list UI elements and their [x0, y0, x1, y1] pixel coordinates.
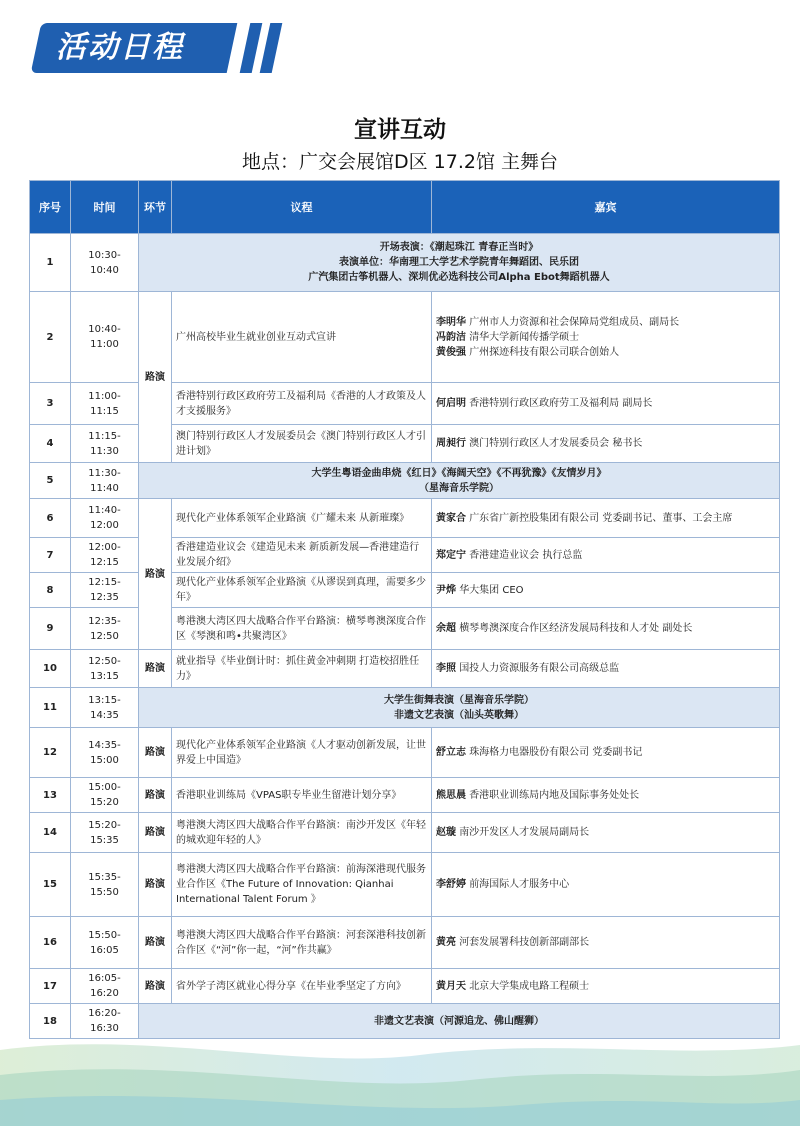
segment-cell: 路演	[139, 728, 172, 778]
table-row	[30, 463, 780, 499]
row-no: 4	[30, 425, 71, 463]
segment-cell: 路演	[139, 813, 172, 853]
guest-name: 黄亮	[436, 937, 456, 948]
row-time: 11:40-12:00	[71, 499, 139, 538]
guest-cell	[432, 383, 780, 425]
segment-cell: 路演	[139, 650, 172, 688]
row-time: 15:20-15:35	[71, 813, 139, 853]
agenda-cell: 粤港澳大湾区四大战略合作平台路演：前海深港现代服务业合作区《The Future of Innovation: Qianhai International Talent Forum 》	[172, 853, 432, 917]
guest-name: 黄月天	[436, 980, 466, 992]
row-time: 15:00-15:20	[71, 778, 139, 813]
row-no: 16	[30, 917, 71, 969]
guest-title: 广州探迹科技有限公司联合创始人	[469, 346, 620, 358]
guest-name: 赵璇	[436, 827, 456, 838]
table-row	[30, 292, 780, 383]
table-row	[30, 728, 780, 778]
agenda-cell: 现代化产业体系领军企业路演《从谬误到真理，需要多少年》	[172, 573, 432, 608]
decorative-wave-background	[0, 1030, 800, 1126]
row-no: 6	[30, 499, 71, 538]
guest-title: 南沙开发区人才发展局副局长	[459, 827, 590, 838]
col-header: 环节	[139, 181, 172, 234]
performance-cell	[139, 234, 780, 292]
row-no: 10	[30, 650, 71, 688]
agenda-cell: 就业指导《毕业倒计时：抓住黄金冲刺期 打造校招胜任力》	[172, 650, 432, 688]
guest-cell	[432, 608, 780, 650]
col-header: 时间	[71, 181, 139, 234]
guest-title: 香港特别行政区政府劳工及福利局 副局长	[469, 398, 653, 409]
agenda-cell: 香港特别行政区政府劳工及福利局《香港的人才政策及人才支援服务》	[172, 383, 432, 425]
guest-cell	[432, 425, 780, 463]
guest-title: 广州市人力资源和社会保障局党组成员、副局长	[469, 316, 680, 328]
row-time: 11:30-11:40	[71, 463, 139, 499]
segment-cell: 路演	[139, 853, 172, 917]
guest-title: 香港职业训练局内地及国际事务处处长	[469, 789, 640, 801]
guest-cell	[432, 969, 780, 1004]
banner-stripe	[260, 23, 283, 73]
table-row	[30, 917, 780, 969]
performance-line: 开场表演：《潮起珠江 青春正当时》	[379, 242, 539, 253]
row-no: 17	[30, 969, 71, 1004]
agenda-cell: 香港建造业议会《建造见未来 新质新发展—香港建造行业发展介绍》	[172, 538, 432, 573]
header-badge: 活动日程	[56, 30, 184, 65]
guest-title: 河套发展署科技创新部副部长	[459, 937, 590, 948]
performance-line: 广汽集团古筝机器人、深圳优必选科技公司Alpha Ebot舞蹈机器人	[308, 272, 610, 283]
agenda-cell: 省外学子湾区就业心得分享《在毕业季坚定了方向》	[172, 969, 432, 1004]
performance-line: 非遗文艺表演（汕头英歌舞）	[394, 709, 524, 721]
guest-title: 珠海格力电器股份有限公司 党委副书记	[469, 747, 643, 758]
guest-cell	[432, 728, 780, 778]
row-no: 2	[30, 292, 71, 383]
row-time: 11:00-11:15	[71, 383, 139, 425]
row-no: 9	[30, 608, 71, 650]
agenda-cell: 广州高校毕业生就业创业互动式宣讲	[172, 292, 432, 383]
row-no: 8	[30, 573, 71, 608]
row-time: 15:35-15:50	[71, 853, 139, 917]
guest-cell	[432, 650, 780, 688]
row-time: 12:35-12:50	[71, 608, 139, 650]
row-time: 16:05-16:20	[71, 969, 139, 1004]
agenda-cell: 香港职业训练局《VPAS职专毕业生留港计划分享》	[172, 778, 432, 813]
col-header: 议程	[172, 181, 432, 234]
row-time: 11:15-11:30	[71, 425, 139, 463]
agenda-cell: 澳门特别行政区人才发展委员会《澳门特别行政区人才引进计划》	[172, 425, 432, 463]
col-header: 序号	[30, 181, 71, 234]
guest-title: 香港建造业议会 执行总监	[469, 549, 583, 561]
guest-name: 李舒婷	[436, 879, 466, 890]
performance-line: 非遗文艺表演（河源追龙、佛山醒狮）	[374, 1015, 544, 1027]
row-no: 13	[30, 778, 71, 813]
guest-name: 冯韵洁	[436, 331, 466, 343]
guest-name: 何启明	[436, 398, 466, 409]
table-row	[30, 688, 780, 728]
table-row	[30, 234, 780, 292]
guest-name: 余超	[436, 623, 456, 634]
guest-title: 北京大学集成电路工程硕士	[469, 980, 590, 992]
row-no: 18	[30, 1004, 71, 1039]
row-time: 15:50-16:05	[71, 917, 139, 969]
guest-title: 华大集团 CEO	[459, 584, 524, 596]
guest-name: 黄俊强	[436, 346, 466, 358]
guest-title: 前海国际人才服务中心	[469, 879, 570, 890]
col-header: 嘉宾	[432, 181, 780, 234]
performance-line: 大学生粤语金曲串烧《红日》《海阔天空》《不再犹豫》《友情岁月》	[311, 467, 607, 479]
row-time: 12:15-12:35	[71, 573, 139, 608]
guest-name: 舒立志	[436, 747, 466, 758]
guest-name: 李照	[436, 663, 456, 674]
segment-cell: 路演	[139, 969, 172, 1004]
guest-cell	[432, 917, 780, 969]
guest-cell	[432, 573, 780, 608]
performance-line: （星海音乐学院）	[419, 482, 499, 494]
table-row	[30, 853, 780, 917]
row-time: 14:35-15:00	[71, 728, 139, 778]
segment-cell: 路演	[139, 499, 172, 650]
guest-cell	[432, 853, 780, 917]
page-title: 宣讲互动	[354, 117, 446, 143]
row-time: 13:15-14:35	[71, 688, 139, 728]
guest-name: 李明华	[436, 316, 466, 328]
guest-title: 澳门特别行政区人才发展委员会 秘书长	[469, 438, 643, 449]
performance-cell	[139, 463, 780, 499]
row-time: 10:30-10:40	[71, 234, 139, 292]
guest-name: 黄家合	[436, 512, 466, 524]
guest-cell	[432, 292, 780, 383]
table-row	[30, 778, 780, 813]
row-no: 15	[30, 853, 71, 917]
schedule-table	[29, 180, 780, 1039]
row-time: 10:40-11:00	[71, 292, 139, 383]
row-time: 12:00-12:15	[71, 538, 139, 573]
performance-cell	[139, 688, 780, 728]
guest-name: 熊思晨	[436, 789, 466, 801]
performance-line: 大学生街舞表演（星海音乐学院）	[384, 694, 534, 706]
guest-cell	[432, 538, 780, 573]
guest-cell	[432, 813, 780, 853]
location-subtitle: 地点：广交会展馆D区 17.2馆 主舞台	[241, 151, 558, 173]
guest-name: 郑定宁	[436, 549, 466, 561]
agenda-cell: 现代化产业体系领军企业路演《人才驱动创新发展，让世界爱上中国造》	[172, 728, 432, 778]
guest-title: 清华大学新闻传播学硕士	[469, 331, 580, 343]
guest-cell	[432, 778, 780, 813]
banner-stripe	[240, 23, 263, 73]
guest-title: 广东省广新控股集团有限公司 党委副书记、董事、工会主席	[469, 512, 733, 524]
row-no: 7	[30, 538, 71, 573]
row-no: 1	[30, 234, 71, 292]
segment-cell: 路演	[139, 778, 172, 813]
segment-cell: 路演	[139, 917, 172, 969]
segment-cell: 路演	[139, 292, 172, 463]
guest-title: 国投人力资源服务有限公司高级总监	[459, 663, 620, 674]
agenda-cell: 现代化产业体系领军企业路演《广耀未来 从新璀璨》	[172, 499, 432, 538]
table-header-row	[30, 181, 780, 234]
agenda-cell: 粤港澳大湾区四大战略合作平台路演：河套深港科技创新合作区《“河”你一起，“河”作共赢》	[172, 917, 432, 969]
row-no: 12	[30, 728, 71, 778]
row-no: 5	[30, 463, 71, 499]
guest-name: 尹烨	[436, 584, 456, 596]
guest-cell	[432, 499, 780, 538]
performance-line: 表演单位：华南理工大学艺术学院青年舞蹈团、民乐团	[339, 257, 579, 268]
row-no: 3	[30, 383, 71, 425]
guest-title: 横琴粤澳深度合作区经济发展局科技和人才处 副处长	[459, 623, 693, 634]
guest-name: 周昶行	[436, 438, 466, 449]
agenda-cell: 粤港澳大湾区四大战略合作平台路演：横琴粤澳深度合作区《琴澳和鸣•共聚湾区》	[172, 608, 432, 650]
table-row	[30, 650, 780, 688]
agenda-cell: 粤港澳大湾区四大战略合作平台路演：南沙开发区《年轻的城欢迎年轻的人》	[172, 813, 432, 853]
row-time: 16:20-16:30	[71, 1004, 139, 1039]
row-no: 11	[30, 688, 71, 728]
table-row	[30, 969, 780, 1004]
table-row	[30, 813, 780, 853]
table-row	[30, 499, 780, 538]
row-time: 12:50-13:15	[71, 650, 139, 688]
row-no: 14	[30, 813, 71, 853]
